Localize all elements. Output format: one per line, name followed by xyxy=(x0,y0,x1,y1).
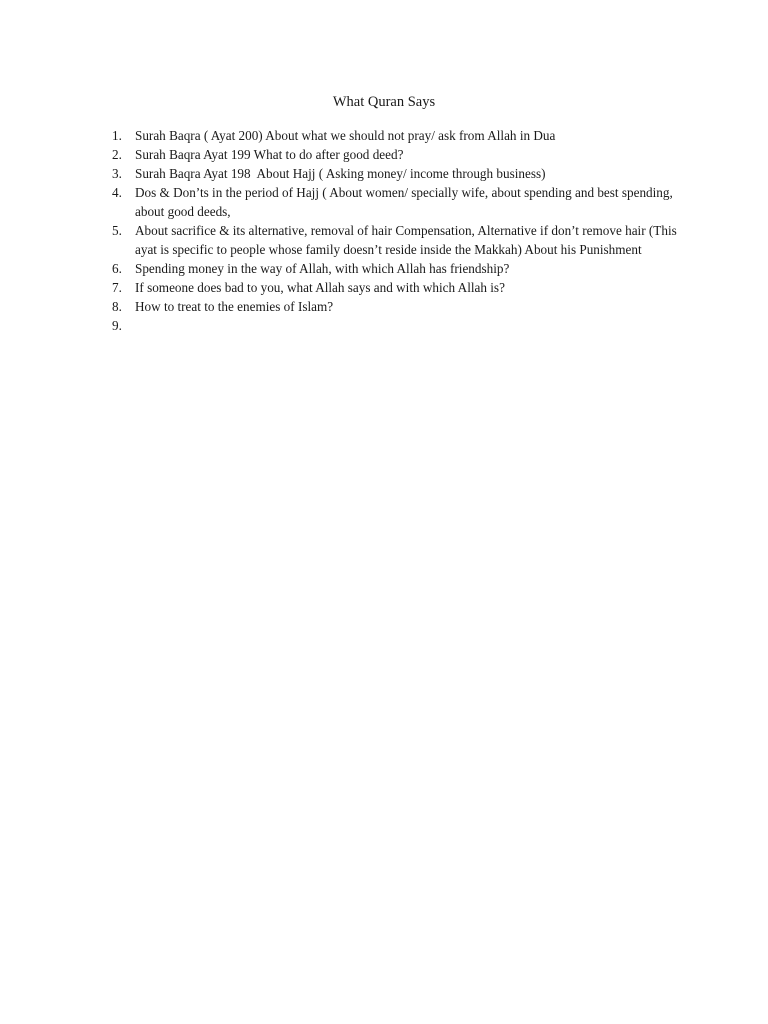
list-item-number: 7. xyxy=(112,280,122,295)
list-item xyxy=(112,183,682,221)
list-item-number: 3. xyxy=(112,166,122,181)
list-item-text: How to treat to the enemies of Islam? xyxy=(135,299,334,314)
list-item xyxy=(112,126,682,145)
list-item-text: If someone does bad to you, what Allah says and with which Allah is? xyxy=(135,280,505,295)
list-item-text: Surah Baqra Ayat 199 What to do after good deed? xyxy=(135,147,404,162)
list-item xyxy=(112,316,682,335)
list-item-number: 2. xyxy=(112,147,122,162)
list-item-number: 8. xyxy=(112,299,122,314)
list-item-text: Spending money in the way of Allah, with which Allah has friendship? xyxy=(135,261,510,276)
list-item-text: Surah Baqra Ayat 198 About Hajj ( Asking money/ income through business) xyxy=(135,166,546,181)
list-item-text: About sacrifice & its alternative, removal of hair Compensation, Alternative if don’t remove hair (This ayat is specific to people whose family doesn’t reside inside the Makkah) About his Punishment xyxy=(135,223,681,257)
list-item-number: 9. xyxy=(112,318,122,333)
list-item-number: 1. xyxy=(112,128,122,143)
list-item-text: Dos & Don’ts in the period of Hajj ( About women/ specially wife, about spending and best spending, about good deeds, xyxy=(135,185,677,219)
list-item xyxy=(112,164,682,183)
list-item-text: Surah Baqra ( Ayat 200) About what we should not pray/ ask from Allah in Dua xyxy=(135,128,556,143)
list-item-number: 5. xyxy=(112,223,122,238)
list-item xyxy=(112,145,682,164)
list-item xyxy=(112,259,682,278)
list-item-number: 4. xyxy=(112,185,122,200)
list-item xyxy=(112,221,682,259)
list-item xyxy=(112,278,682,297)
list-item-number: 6. xyxy=(112,261,122,276)
document-title: What Quran Says xyxy=(332,94,436,110)
list-item xyxy=(112,297,682,316)
numbered-list xyxy=(112,126,682,335)
